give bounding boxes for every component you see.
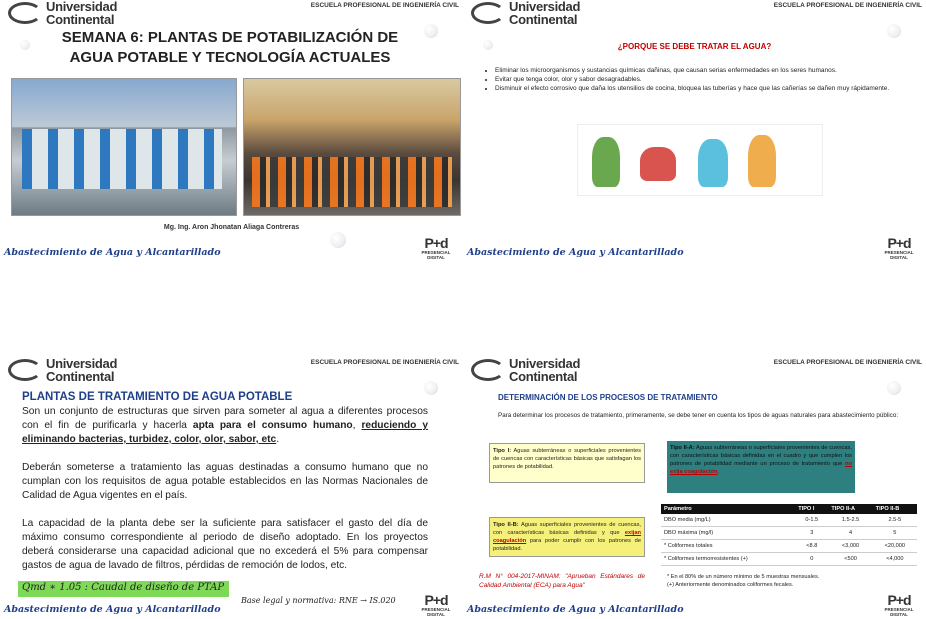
table-cell: 0-1.5	[795, 514, 828, 527]
pd-logo-text: PRESENCIAL DIGITAL	[884, 250, 914, 260]
table-row	[661, 527, 917, 540]
slide-3	[0, 357, 463, 619]
table-cell: DBO media (mg/L)	[661, 514, 795, 527]
footer-course-title: Abastecimiento de Agua y Alcantarillado	[467, 247, 684, 258]
logo-line-2: Continental	[46, 12, 115, 27]
table-cell: 4	[828, 527, 872, 540]
school-label: ESCUELA PROFESIONAL DE INGENIERÍA CIVIL	[310, 2, 459, 9]
pd-logo	[876, 236, 922, 258]
text: ,	[352, 420, 362, 431]
table-cell: * Coliformes termorresistentes (+)	[661, 553, 795, 566]
logo-ring-icon	[8, 2, 42, 24]
water-drop-icon	[424, 381, 438, 395]
pd-logo-mark: P+d	[887, 592, 911, 608]
group-visit-photo	[243, 78, 461, 216]
logo-line-2: Continental	[509, 369, 578, 384]
pd-logo-mark: P+d	[887, 235, 911, 251]
table-cell: <8.8	[795, 540, 828, 553]
child-figure	[592, 137, 620, 187]
slide-2	[463, 0, 926, 262]
slide-4	[463, 357, 926, 619]
text: .	[276, 434, 280, 445]
box-label: Tipo I:	[493, 448, 512, 454]
water-types-table	[661, 504, 917, 566]
capacity-paragraph: La capacidad de la planta debe ser la suficiente para satisfacer el gasto del día de máximo consumo correspondiente al periodo de diseño adoptado. En los proyectos deberá considerarse una capacidad adicional que no excederá el 5% para compensar gastos de agua de lavado de filtros, pérdidas de remoción de lodos, etc.	[22, 518, 428, 571]
table-notes	[667, 574, 819, 589]
intro-text: Para determinar los procesos de tratamiento, primeramente, se debe tener en cuenta los tipos de aguas naturales para abastecimiento público:	[498, 412, 899, 419]
child-figure	[698, 139, 728, 187]
pd-logo	[413, 236, 459, 258]
pd-logo-mark: P+d	[424, 592, 448, 608]
title-line-1: SEMANA 6: PLANTAS DE POTABILIZACIÓN DE	[61, 29, 399, 46]
type-1-box	[489, 443, 645, 483]
table-cell: <20,000	[873, 540, 917, 553]
university-logo	[469, 0, 589, 28]
column-header: Parámetro	[661, 504, 795, 514]
treatment-plant-photo	[11, 78, 237, 216]
definition-paragraph	[22, 405, 428, 447]
bold-underlined-text: reduciendo y eliminando bacterias, turbidez, color, olor, sabor, etc	[22, 420, 428, 445]
box-text: Aguas superficiales provenientes de cuencas, con características básicas definidas y que	[493, 522, 641, 536]
logo-line-2: Continental	[46, 369, 115, 384]
type-2b-box	[489, 517, 645, 557]
box-label: Tipo II-B:	[493, 522, 519, 528]
table-cell: 0	[795, 553, 828, 566]
logo-ring-icon	[8, 359, 42, 381]
table-header-row	[661, 504, 917, 514]
table-row	[661, 514, 917, 527]
water-drop-icon	[887, 24, 901, 38]
water-drop-icon	[424, 24, 438, 38]
table-row	[661, 540, 917, 553]
type-2a-box	[667, 441, 855, 493]
child-figure	[640, 147, 676, 181]
text: Son un conjunto de estructuras que sirven para someter al agua a diferentes procesos con el fin de purificarla y hacerla	[22, 406, 428, 431]
footer-course-title: Abastecimiento de Agua y Alcantarillado	[467, 604, 684, 615]
table-cell: * Coliformes totales	[661, 540, 795, 553]
box-text: Aguas subterráneas o superficiales provenientes de cuencas, con características básicas definidas en el cuadro y que cumplen los patrones de potabilidad mediante un proceso de tratamiento que	[670, 445, 852, 467]
pd-logo	[413, 593, 459, 615]
school-label: ESCUELA PROFESIONAL DE INGENIERÍA CIVIL	[773, 359, 922, 366]
pd-logo-mark: P+d	[424, 235, 448, 251]
water-drop-icon	[887, 381, 901, 395]
regulation-reference: R.M N° 004-2017-MINAM: "Aprueban Estándares de Calidad Ambiental (ECA) para Agua"	[479, 573, 645, 589]
box-emphasis: no exija coagulación	[670, 461, 852, 475]
table-cell: <3,000	[828, 540, 872, 553]
requirements-paragraph: Deberán someterse a tratamiento las aguas destinadas a consumo humano que no cumplan con los requisitos de agua potable establecidos en las Normas Nacionales de Calidad de Agua vigentes en el país.	[22, 462, 428, 501]
table-cell: 2.5-5	[873, 514, 917, 527]
logo-line-1: Universidad	[46, 357, 118, 371]
university-logo	[469, 357, 589, 385]
table-row	[661, 553, 917, 566]
box-label: Tipo II-A:	[670, 445, 695, 451]
bold-text: apta para el consumo humano	[192, 420, 353, 431]
table-cell: 5	[873, 527, 917, 540]
slide-4-title: DETERMINACIÓN DE LOS PROCESOS DE TRATAMIENTO	[498, 393, 718, 402]
box-text: Aguas subterráneas o superficiales provenientes de cuencas con características básicas que satisfagan los patrones de potabilidad.	[493, 448, 641, 470]
water-drop-icon	[20, 40, 30, 50]
school-label: ESCUELA PROFESIONAL DE INGENIERÍA CIVIL	[773, 2, 922, 9]
table-cell: DBO máxima (mg/l)	[661, 527, 795, 540]
legal-basis: Base legal y normativa: RNE → IS.020	[241, 596, 396, 605]
plant-tanks	[22, 129, 222, 189]
logo-line-1: Universidad	[509, 357, 581, 371]
pd-logo-text: PRESENCIAL DIGITAL	[421, 250, 451, 260]
table-cell: <4,000	[873, 553, 917, 566]
logo-line-2: Continental	[509, 12, 578, 27]
university-logo	[6, 0, 126, 28]
logo-line-1: Universidad	[509, 0, 581, 14]
footer-course-title: Abastecimiento de Agua y Alcantarillado	[4, 604, 221, 615]
crowd	[252, 157, 452, 207]
table-note: * En el 80% de un número mínimo de 5 muestras mensuales.	[667, 574, 820, 580]
design-flow-formula: Qmd ∗ 1.05 : Caudal de diseño de PTAP	[18, 581, 229, 597]
pd-logo	[876, 593, 922, 615]
list-item: • Eliminar los microorganismos y sustancias químicas dañinas, que causan serias enfermedades en los seres humanos.	[495, 66, 915, 75]
pd-logo-text: PRESENCIAL DIGITAL	[884, 607, 914, 617]
table-cell: <500	[828, 553, 872, 566]
box-text: .	[717, 469, 720, 475]
slide-2-title: ¿PORQUE SE DEBE TRATAR EL AGUA?	[617, 42, 772, 51]
box-emphasis: exijan coagulación	[493, 530, 641, 544]
slide-3-title: PLANTAS DE TRATAMIENTO DE AGUA POTABLE	[22, 391, 293, 403]
title-line-2: AGUA POTABLE Y TECNOLOGÍA ACTUALES	[69, 49, 391, 66]
school-label: ESCUELA PROFESIONAL DE INGENIERÍA CIVIL	[310, 359, 459, 366]
table-note: (+) Anteriormente denominados coliformes fecales.	[667, 581, 794, 588]
pd-logo-text: PRESENCIAL DIGITAL	[421, 607, 451, 617]
logo-ring-icon	[471, 2, 505, 24]
university-logo	[6, 357, 126, 385]
slide-1	[0, 0, 463, 262]
logo-ring-icon	[471, 359, 505, 381]
column-header: TIPO II-B	[873, 504, 917, 514]
reasons-list	[495, 66, 915, 93]
water-drop-icon	[330, 232, 346, 248]
box-text: para poder cumplir con los patrones de potabilidad.	[493, 538, 641, 552]
list-item: • Disminuir el efecto corrosivo que daña los utensilios de cocina, bloquea las tuberías y hace que las cañerías se dañen muy rápidamente.	[495, 84, 915, 93]
column-header: TIPO I	[795, 504, 828, 514]
footer-course-title: Abastecimiento de Agua y Alcantarillado	[4, 247, 221, 258]
sick-children-illustration	[577, 124, 823, 196]
logo-line-1: Universidad	[46, 0, 118, 14]
author-name: Mg. Ing. Aron Jhonatan Aliaga Contreras	[163, 224, 300, 231]
table-cell: 3	[795, 527, 828, 540]
list-item: • Evitar que tenga color, olor y sabor desagradables.	[495, 75, 915, 84]
table-cell: 1.5-2.5	[828, 514, 872, 527]
child-figure	[748, 135, 776, 187]
column-header: TIPO II-A	[828, 504, 872, 514]
slide-1-title	[40, 28, 420, 68]
